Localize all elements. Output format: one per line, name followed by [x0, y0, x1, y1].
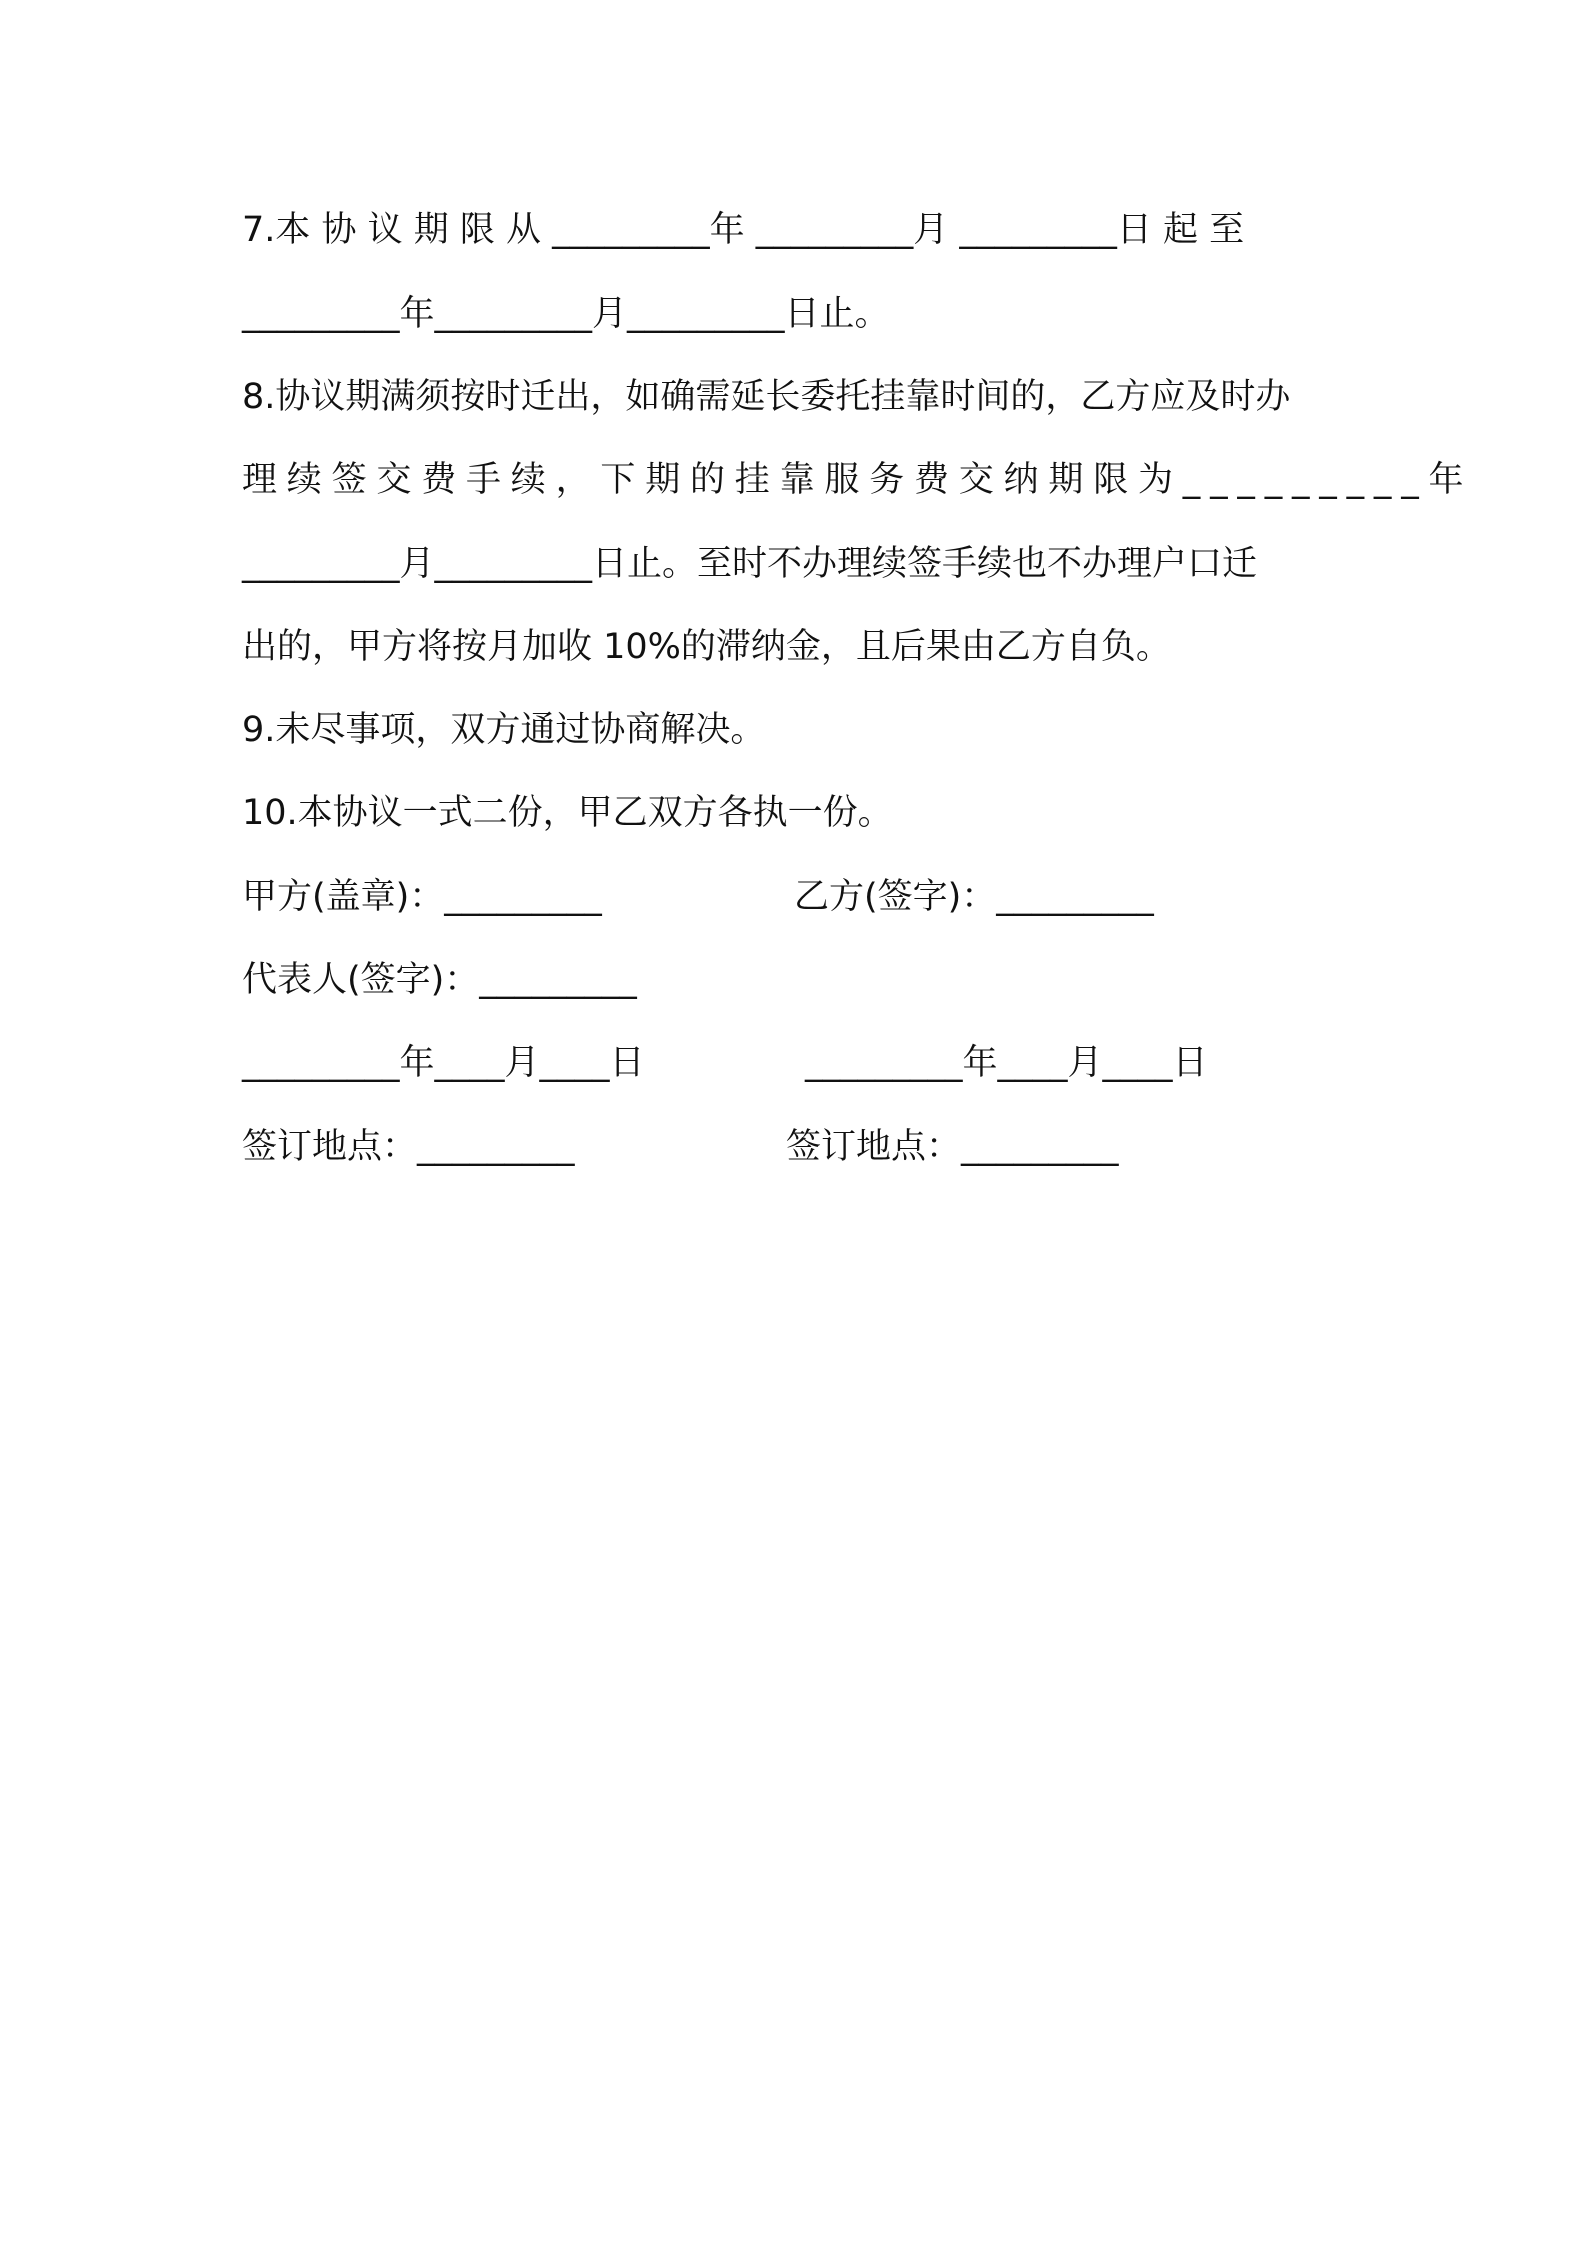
representative-sign-field: 代表人(签字)：_________	[242, 960, 637, 1000]
clause-8-line-4: 出的，甲方将按月加收 10%的滞纳金，且后果由乙方自负。	[242, 627, 1171, 667]
clause-9: 9.未尽事项，双方通过协商解决。	[242, 710, 766, 750]
place-right-field: 签订地点：_________	[786, 1127, 1119, 1167]
clause-8-line-1: 8.协议期满须按时迁出，如确需延长委托挂靠时间的，乙方应及时办	[242, 377, 1291, 417]
clause-8-line-3: _________月_________日止。至时不办理续签手续也不办理户口迁	[242, 544, 1258, 584]
clause-7-line-1: 7.本 协 议 期 限 从 _________年 _________月 _________日 起 至	[242, 210, 1245, 250]
party-a-seal-field: 甲方(盖章)：_________	[242, 877, 602, 917]
clause-7-line-2: _________年_________月_________日止。	[242, 294, 890, 334]
date-right-field: _________年____月____日	[805, 1043, 1208, 1083]
clause-8-line-2: 理续签交费手续，下期的挂靠服务费交纳期限为_________年	[242, 460, 1474, 500]
place-left-field: 签订地点：_________	[242, 1127, 575, 1167]
clause-10: 10.本协议一式二份，甲乙双方各执一份。	[242, 793, 893, 833]
party-b-sign-field: 乙方(签字)：_________	[794, 877, 1154, 917]
date-left-field: _________年____月____日	[242, 1043, 645, 1083]
